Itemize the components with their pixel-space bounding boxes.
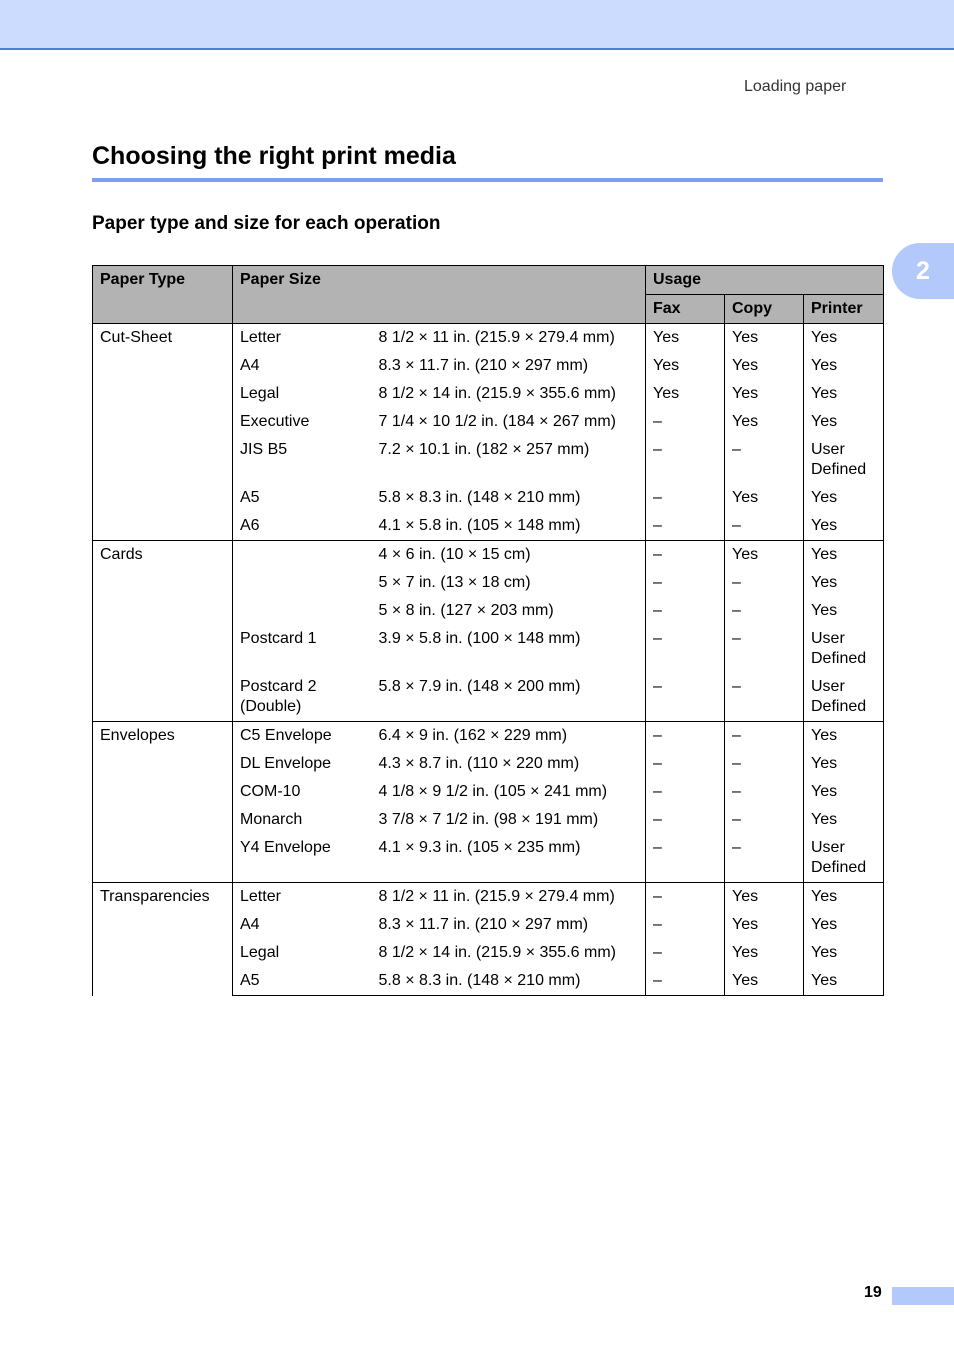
page-number: 19 [864,1284,882,1301]
fax-cell: – [646,939,725,967]
header-copy: Copy [725,295,804,324]
header-printer: Printer [804,295,884,324]
fax-cell: Yes [646,324,725,353]
copy-cell: Yes [725,352,804,380]
page-title: Choosing the right print media [92,142,456,170]
paper-dimensions-cell: 5.8 × 8.3 in. (148 × 210 mm) [372,484,646,512]
copy-cell: – [725,512,804,541]
copy-cell: – [725,834,804,883]
table-row [93,324,884,353]
paper-size-cell: Y4 Envelope [233,834,372,883]
paper-size-cell: Letter [233,883,372,912]
copy-cell: Yes [725,541,804,570]
paper-dimensions-cell: 4.1 × 5.8 in. (105 × 148 mm) [372,512,646,541]
paper-size-cell: Postcard 2 (Double) [233,673,372,722]
table-row [93,722,884,751]
fax-cell: – [646,834,725,883]
copy-cell: Yes [725,324,804,353]
fax-cell: Yes [646,352,725,380]
printer-cell: Yes [804,597,884,625]
section-subtitle: Paper type and size for each operation [92,213,441,234]
paper-size-cell [233,597,372,625]
fax-cell: – [646,750,725,778]
printer-cell: Yes [804,512,884,541]
fax-cell: – [646,484,725,512]
paper-size-cell: JIS B5 [233,436,372,484]
paper-dimensions-cell: 7.2 × 10.1 in. (182 × 257 mm) [372,436,646,484]
printer-cell: Yes [804,541,884,570]
paper-size-cell: Legal [233,380,372,408]
copy-cell: Yes [725,883,804,912]
header-paper-size: Paper Size [233,266,646,324]
fax-cell: – [646,569,725,597]
table-group [93,722,884,883]
fax-cell: – [646,806,725,834]
paper-dimensions-cell: 3.9 × 5.8 in. (100 × 148 mm) [372,625,646,673]
table-group [93,324,884,541]
copy-cell: – [725,625,804,673]
copy-cell: – [725,673,804,722]
printer-cell: Yes [804,750,884,778]
paper-dimensions-cell: 5.8 × 8.3 in. (148 × 210 mm) [372,967,646,996]
fax-cell: – [646,597,725,625]
paper-dimensions-cell: 8.3 × 11.7 in. (210 × 297 mm) [372,911,646,939]
paper-dimensions-cell: 8 1/2 × 14 in. (215.9 × 355.6 mm) [372,380,646,408]
paper-size-cell: C5 Envelope [233,722,372,751]
paper-size-cell: Monarch [233,806,372,834]
copy-cell: – [725,722,804,751]
table-row [93,883,884,912]
printer-cell: Yes [804,806,884,834]
paper-dimensions-cell: 3 7/8 × 7 1/2 in. (98 × 191 mm) [372,806,646,834]
running-header-title: Loading paper [744,78,847,95]
paper-size-cell: DL Envelope [233,750,372,778]
paper-dimensions-cell: 5.8 × 7.9 in. (148 × 200 mm) [372,673,646,722]
header-usage: Usage [646,266,884,295]
paper-size-cell [233,541,372,570]
chapter-tab: 2 [892,243,954,299]
printer-cell: Yes [804,939,884,967]
paper-dimensions-cell: 7 1/4 × 10 1/2 in. (184 × 267 mm) [372,408,646,436]
fax-cell: – [646,512,725,541]
top-header-band [0,0,954,50]
fax-cell: – [646,722,725,751]
copy-cell: Yes [725,484,804,512]
paper-type-cell: Envelopes [93,722,233,883]
paper-dimensions-cell: 6.4 × 9 in. (162 × 229 mm) [372,722,646,751]
paper-dimensions-cell: 8 1/2 × 11 in. (215.9 × 279.4 mm) [372,324,646,353]
copy-cell: – [725,569,804,597]
fax-cell: – [646,625,725,673]
fax-cell: – [646,778,725,806]
printer-cell: Yes [804,569,884,597]
copy-cell: Yes [725,911,804,939]
printer-cell: User Defined [804,625,884,673]
fax-cell: – [646,408,725,436]
printer-cell: Yes [804,883,884,912]
copy-cell: – [725,778,804,806]
paper-size-cell [233,569,372,597]
table-group [93,541,884,722]
paper-size-cell: Executive [233,408,372,436]
table-header [93,266,884,324]
fax-cell: – [646,911,725,939]
table-group [93,883,884,996]
printer-cell: User Defined [804,673,884,722]
printer-cell: Yes [804,352,884,380]
fax-cell: – [646,883,725,912]
fax-cell: – [646,541,725,570]
paper-media-table [92,265,884,996]
paper-dimensions-cell: 8 1/2 × 11 in. (215.9 × 279.4 mm) [372,883,646,912]
paper-size-cell: Legal [233,939,372,967]
header-paper-type: Paper Type [93,266,233,324]
printer-cell: Yes [804,484,884,512]
paper-size-cell: Postcard 1 [233,625,372,673]
paper-dimensions-cell: 4.1 × 9.3 in. (105 × 235 mm) [372,834,646,883]
copy-cell: – [725,806,804,834]
paper-dimensions-cell: 8.3 × 11.7 in. (210 × 297 mm) [372,352,646,380]
printer-cell: Yes [804,778,884,806]
copy-cell: Yes [725,408,804,436]
paper-dimensions-cell: 5 × 8 in. (127 × 203 mm) [372,597,646,625]
paper-size-cell: A6 [233,512,372,541]
printer-cell: Yes [804,722,884,751]
paper-size-cell: Letter [233,324,372,353]
table-row [93,541,884,570]
copy-cell: – [725,750,804,778]
copy-cell: – [725,436,804,484]
title-underline [92,178,883,182]
paper-dimensions-cell: 8 1/2 × 14 in. (215.9 × 355.6 mm) [372,939,646,967]
printer-cell: User Defined [804,834,884,883]
copy-cell: Yes [725,967,804,996]
paper-dimensions-cell: 5 × 7 in. (13 × 18 cm) [372,569,646,597]
paper-dimensions-cell: 4.3 × 8.7 in. (110 × 220 mm) [372,750,646,778]
paper-type-cell: Transparencies [93,883,233,996]
paper-size-cell: A4 [233,352,372,380]
paper-size-cell: A4 [233,911,372,939]
copy-cell: Yes [725,939,804,967]
header-fax: Fax [646,295,725,324]
fax-cell: – [646,673,725,722]
fax-cell: – [646,436,725,484]
page-number-tab [892,1287,954,1305]
paper-dimensions-cell: 4 × 6 in. (10 × 15 cm) [372,541,646,570]
printer-cell: Yes [804,324,884,353]
copy-cell: Yes [725,380,804,408]
fax-cell: – [646,967,725,996]
paper-type-cell: Cards [93,541,233,722]
printer-cell: User Defined [804,436,884,484]
paper-dimensions-cell: 4 1/8 × 9 1/2 in. (105 × 241 mm) [372,778,646,806]
printer-cell: Yes [804,408,884,436]
paper-size-cell: A5 [233,484,372,512]
printer-cell: Yes [804,380,884,408]
fax-cell: Yes [646,380,725,408]
paper-type-cell: Cut-Sheet [93,324,233,541]
printer-cell: Yes [804,911,884,939]
paper-size-cell: COM-10 [233,778,372,806]
copy-cell: – [725,597,804,625]
printer-cell: Yes [804,967,884,996]
paper-size-cell: A5 [233,967,372,996]
